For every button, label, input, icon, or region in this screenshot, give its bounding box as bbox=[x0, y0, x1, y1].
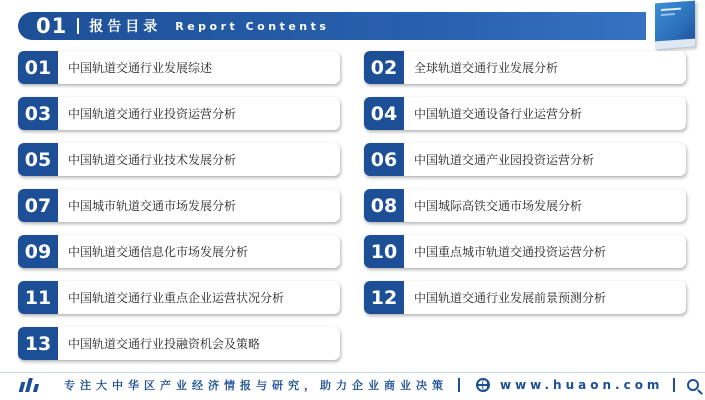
toc-label: 中国轨道交通产业园投资运营分析 bbox=[414, 153, 595, 167]
toc-number: 01 bbox=[18, 51, 58, 84]
banner-divider bbox=[77, 18, 79, 34]
footer-separator bbox=[458, 378, 460, 392]
footer-slogan: 专注大中华区产业经济情报与研究，助力企业商业决策 bbox=[64, 379, 448, 392]
toc-number: 03 bbox=[18, 97, 58, 130]
toc-label: 中国城市轨道交通市场发展分析 bbox=[68, 199, 237, 213]
toc-item-08[interactable] bbox=[364, 189, 686, 222]
toc-number: 06 bbox=[364, 143, 404, 176]
website-link[interactable]: www.huaon.com bbox=[500, 378, 664, 392]
section-title: 报告目录 bbox=[89, 19, 162, 35]
toc-item-01[interactable] bbox=[18, 51, 340, 84]
toc-label: 全球轨道交通行业发展分析 bbox=[414, 61, 559, 75]
toc-label: 中国轨道交通设备行业运营分析 bbox=[414, 107, 583, 121]
toc-item-13[interactable] bbox=[18, 327, 340, 360]
section-subtitle: Report Contents bbox=[175, 19, 330, 33]
toc-label: 中国城际高铁交通市场发展分析 bbox=[414, 199, 583, 213]
toc-item-10[interactable] bbox=[364, 235, 686, 268]
toc-item-11[interactable] bbox=[18, 281, 340, 314]
toc-number: 08 bbox=[364, 189, 404, 222]
toc-item-04[interactable] bbox=[364, 97, 686, 130]
toc-number: 11 bbox=[18, 281, 58, 314]
footer bbox=[0, 374, 705, 396]
footer-divider bbox=[0, 372, 705, 373]
toc-number: 07 bbox=[18, 189, 58, 222]
toc-label: 中国轨道交通行业重点企业运营状况分析 bbox=[68, 291, 285, 305]
toc-item-02[interactable] bbox=[364, 51, 686, 84]
footer-separator bbox=[673, 378, 675, 392]
toc-number: 02 bbox=[364, 51, 404, 84]
toc-number: 09 bbox=[18, 235, 58, 268]
toc-item-05[interactable] bbox=[18, 143, 340, 176]
search-icon[interactable] bbox=[687, 379, 699, 391]
globe-icon bbox=[476, 378, 490, 392]
toc-label: 中国轨道交通行业投资运营分析 bbox=[68, 107, 237, 121]
toc-label: 中国轨道交通行业投融资机会及策略 bbox=[68, 337, 261, 351]
toc-number: 12 bbox=[364, 281, 404, 314]
toc-item-03[interactable] bbox=[18, 97, 340, 130]
toc-item-06[interactable] bbox=[364, 143, 686, 176]
section-banner bbox=[18, 12, 646, 40]
report-cover-image bbox=[655, 1, 695, 50]
toc-label: 中国轨道交通行业发展综述 bbox=[68, 61, 213, 75]
section-number: 01 bbox=[36, 14, 68, 38]
toc-number: 13 bbox=[18, 327, 58, 360]
toc-item-09[interactable] bbox=[18, 235, 340, 268]
toc-label: 中国轨道交通行业技术发展分析 bbox=[68, 153, 237, 167]
toc-number: 05 bbox=[18, 143, 58, 176]
toc-label: 中国重点城市轨道交通投资运营分析 bbox=[414, 245, 607, 259]
brand-logo-icon bbox=[20, 378, 42, 392]
toc-label: 中国轨道交通行业发展前景预测分析 bbox=[414, 291, 607, 305]
toc-number: 04 bbox=[364, 97, 404, 130]
toc-label: 中国轨道交通信息化市场发展分析 bbox=[68, 245, 249, 259]
toc-item-07[interactable] bbox=[18, 189, 340, 222]
toc-item-12[interactable] bbox=[364, 281, 686, 314]
toc-number: 10 bbox=[364, 235, 404, 268]
